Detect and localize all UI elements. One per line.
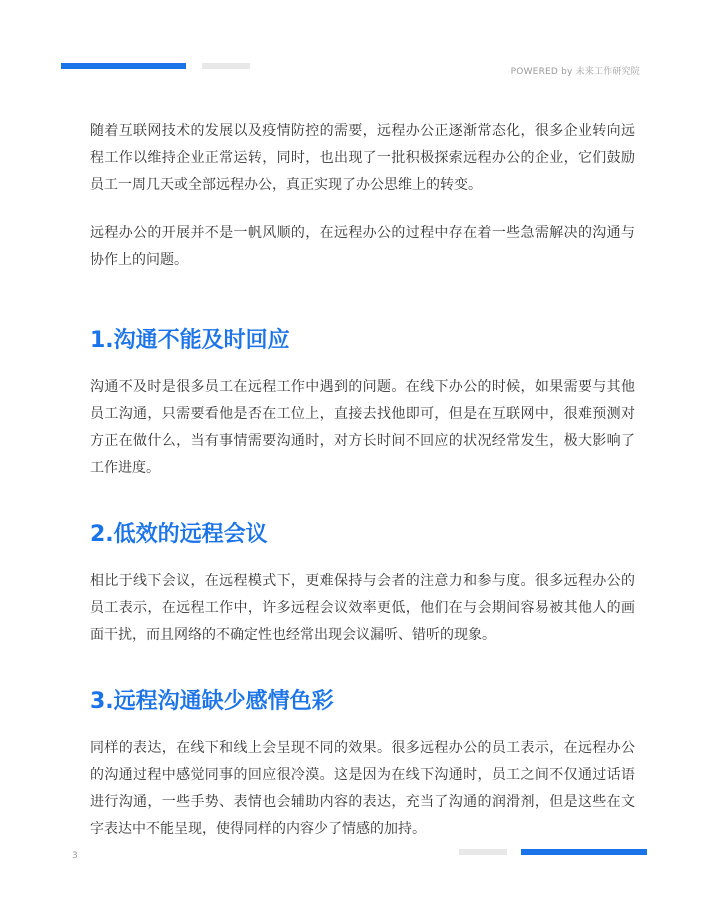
section-heading-3: 3.远程沟通缺少感情色彩 bbox=[90, 689, 334, 714]
footer-accent-bar bbox=[521, 849, 647, 855]
footer-divider-bar bbox=[459, 849, 507, 855]
intro-paragraph-1: 随着互联网技术的发展以及疫情防控的需要，远程办公正逐渐常态化，很多企业转向远程工作以维持企业正常运转，同时，也出现了一批积极探索远程办公的企业，它们鼓励员工一周几天或全部远程办公，真正实现了办公思维上的转变。 bbox=[90, 123, 635, 193]
section-heading-2: 2.低效的远程会议 bbox=[90, 522, 268, 547]
intro-paragraph-2: 远程办公的开展并不是一帆风顺的，在远程办公的过程中存在着一些急需解决的沟通与协作上的问题。 bbox=[90, 225, 635, 268]
document-body bbox=[90, 118, 635, 843]
section-body-3: 同样的表达，在线下和线上会呈现不同的效果。很多远程办公的员工表示，在远程办公的沟通过程中感觉同事的回应很冷漠。这是因为在线下沟通时，员工之间不仅通过话语进行沟通，一些手势、表情也会辅助内容的表达，充当了沟通的润滑剂，但是这些在文字表达中不能呈现，使得同样的内容少了情感的加持。 bbox=[90, 740, 635, 837]
header-accent-bar bbox=[61, 63, 186, 69]
section-body-1: 沟通不及时是很多员工在远程工作中遇到的问题。在线下办公的时候，如果需要与其他员工沟通，只需要看他是否在工位上，直接去找他即可，但是在互联网中，很难预测对方正在做什么，当有事情需要沟通时，对方长时间不回应的状况经常发生，极大影响了工作进度。 bbox=[90, 379, 635, 476]
section-heading-1: 1.沟通不能及时回应 bbox=[90, 328, 290, 353]
powered-by-label: POWERED by 未来工作研究院 bbox=[510, 67, 640, 77]
page-number: 3 bbox=[72, 851, 78, 861]
section-body-2: 相比于线下会议，在远程模式下，更难保持与会者的注意力和参与度。很多远程办公的员工表示，在远程工作中，许多远程会议效率更低，他们在与会期间容易被其他人的画面干扰，而且网络的不确定性也经常出现会议漏听、错听的现象。 bbox=[90, 573, 635, 643]
header-divider-bar bbox=[202, 63, 250, 69]
